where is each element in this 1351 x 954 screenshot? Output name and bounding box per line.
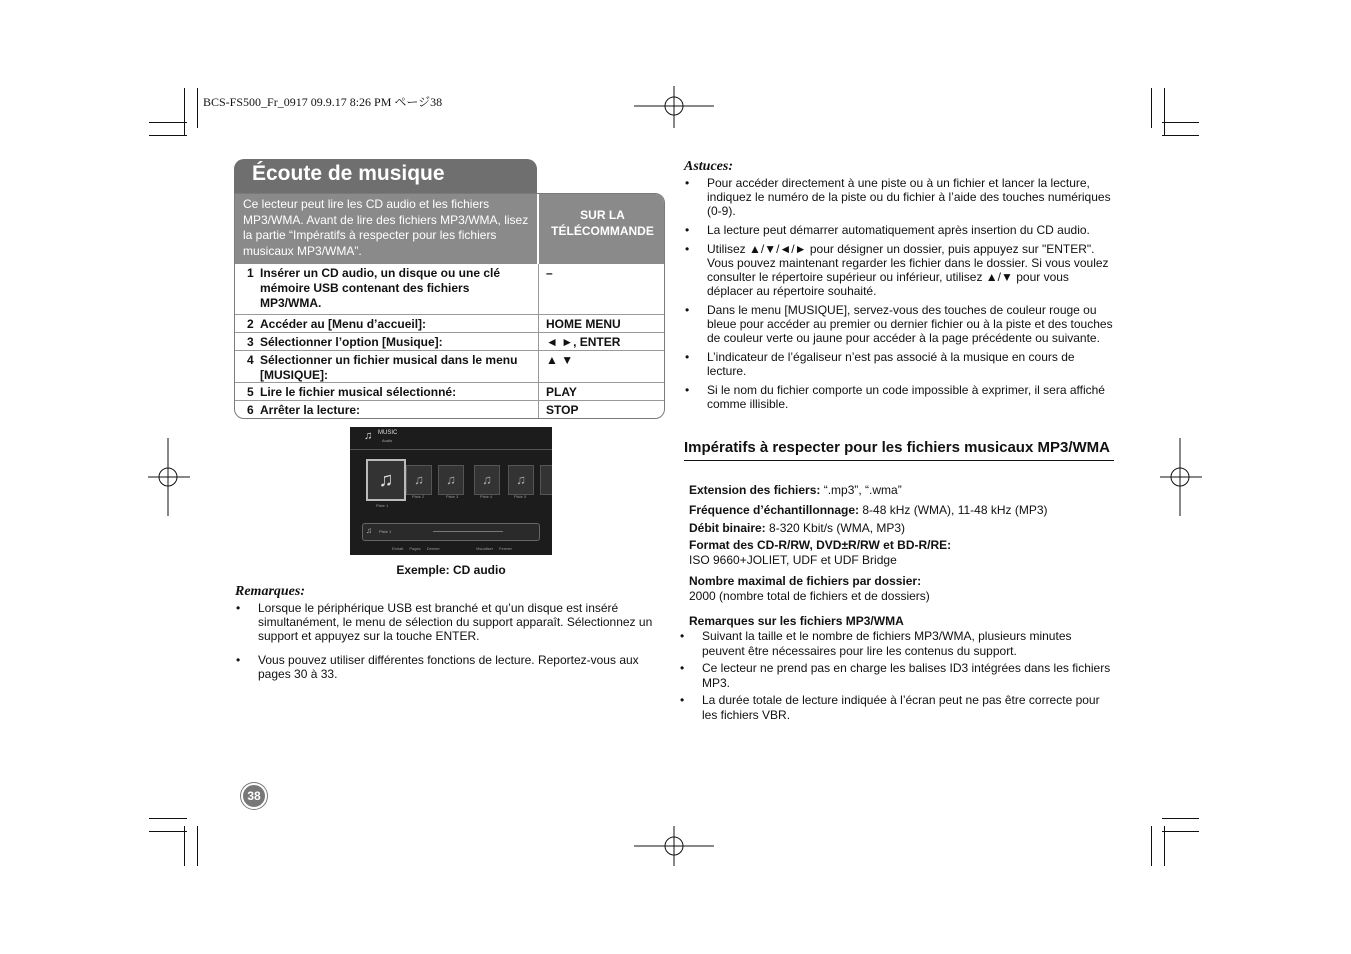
list-item: • La durée totale de lecture indiquée à l’écran peut ne pas être correcte pour les fichiers VBR.	[702, 693, 1114, 723]
track-thumb[interactable]: ♫	[438, 465, 464, 495]
step-remote: ◄ ►, ENTER	[546, 335, 621, 349]
step-text: Accéder au [Menu d’accueil]:	[260, 317, 427, 331]
list-item: • Lorsque le périphérique USB est branché et qu’un disque est inséré simultanément, le menu de sélection du support apparaît. Sélectionnez un support et appuyez sur la touche ENTER.	[258, 601, 666, 643]
registration-mark-right	[1160, 438, 1202, 516]
step-remote: ▲ ▼	[546, 353, 574, 367]
remote-column-header: SUR LA TÉLÉCOMMANDE	[539, 194, 665, 264]
instruction-table	[234, 193, 665, 419]
list-item: • Pour accéder directement à une piste ou à un fichier et lancer la lecture, indiquez le numéro de la piste ou du fichier à l’aide des touches numériques (0-9).	[707, 176, 1117, 218]
step-text: Sélectionner un fichier musical dans le menu [MUSIQUE]:	[260, 353, 518, 382]
page-number: 38	[241, 783, 267, 809]
step-remote: –	[546, 266, 553, 280]
spec-value: 8-320 Kbit/s (WMA, MP3)	[765, 521, 906, 535]
section-title: Écoute de musique	[234, 159, 537, 195]
spec-value: 2000 (nombre total de fichiers et de dossiers)	[689, 589, 930, 603]
list-item: • Si le nom du fichier comporte un code impossible à exprimer, il sera affiché comme illisible.	[707, 383, 1117, 411]
music-note-icon: ♫	[366, 526, 372, 535]
notes-list	[702, 629, 1114, 723]
step-text: Insérer un CD audio, un disque ou une clé mémoire USB contenant des fichiers MP3/WMA.	[260, 266, 501, 310]
step-number: 1	[247, 266, 254, 280]
step-row	[235, 314, 664, 333]
step-number: 6	[247, 403, 254, 417]
intro-text: Ce lecteur peut lire les CD audio et les fichiers MP3/WMA. Avant de lire des fichiers MP3/WMA, lisez la partie “Impératifs à respecter pour les fichiers musicaux MP3/WMA”.	[235, 194, 537, 264]
spec-max-files	[689, 574, 930, 604]
screenshot-caption: Exemple: CD audio	[396, 563, 506, 577]
spec-label: Format des CD-R/RW, DVD±R/RW et BD-R/RE:	[689, 538, 952, 552]
step-number: 2	[247, 317, 254, 331]
astuces-heading: Astuces:	[684, 159, 733, 174]
spec-label: Débit binaire:	[689, 521, 766, 535]
list-item: • Dans le menu [MUSIQUE], servez-vous des touches de couleur rouge ou bleue pour accéder au premier ou dernier fichier ou à la piste et des touches de couleur verte ou jaune pour accéder à la page précédente ou suivante.	[707, 303, 1117, 345]
screen-subtitle: Audio	[382, 438, 393, 443]
now-playing-label: Piste 1	[379, 529, 392, 534]
step-remote: STOP	[546, 403, 579, 417]
step-text: Arrêter la lecture:	[260, 403, 361, 417]
track-thumb-selected[interactable]: ♫	[366, 459, 406, 501]
music-menu-screenshot	[350, 427, 552, 555]
footer-item: Visualiser	[475, 546, 494, 551]
list-item: • Utilisez ▲/▼/◄/► pour désigner un dossier, puis appuyez sur "ENTER". Vous pouvez maintenant regarder les fichier dans le dossier. Si vous voulez consulter le répertoire supérieur ou inférieur, utilisez ▲/▼ pour vous déplacer au répertoire souhaité.	[707, 242, 1117, 298]
registration-mark-top	[634, 86, 714, 128]
list-item: • Suivant la taille et le nombre de fichiers MP3/WMA, plusieurs minutes peuvent être nécessaires pour lire les contenus du support.	[702, 629, 1114, 659]
list-item: • Vous pouvez utiliser différentes fonctions de lecture. Reportez-vous aux pages 30 à 33.	[258, 653, 666, 681]
track-thumb[interactable]: ♫	[508, 465, 534, 495]
track-label: Piste 2	[412, 494, 425, 499]
step-number: 5	[247, 385, 254, 399]
footer-legend	[392, 546, 542, 551]
footer-item: Dernier	[426, 546, 440, 551]
step-number: 4	[247, 353, 254, 367]
imperatifs-heading: Impératifs à respecter pour les fichiers musicaux MP3/WMA	[684, 438, 1114, 461]
spec-value: “.mp3”, “.wma”	[820, 483, 902, 497]
list-item: • Ce lecteur ne prend pas en charge les balises ID3 intégrées dans les fichiers MP3.	[702, 661, 1114, 691]
step-text: Lire le fichier musical sélectionné:	[260, 385, 457, 399]
spec-value: 8-48 kHz (WMA), 11-48 kHz (MP3)	[859, 503, 1048, 517]
spec-extension	[689, 483, 902, 498]
step-row	[235, 332, 664, 351]
spec-format	[689, 538, 951, 568]
screen-title: MUSIC	[378, 430, 398, 436]
registration-mark-bottom	[634, 826, 714, 866]
track-label: Piste 3	[446, 494, 459, 499]
music-note-icon: ♫	[364, 430, 373, 442]
spec-label: Nombre maximal de fichiers par dossier:	[689, 574, 922, 588]
list-item: • L’indicateur de l’égaliseur n’est pas associé à la musique en cours de lecture.	[707, 350, 1117, 378]
spec-label: Fréquence d’échantillonnage:	[689, 503, 860, 517]
track-thumb[interactable]: ♫	[474, 465, 500, 495]
registration-mark-left	[148, 438, 190, 516]
track-thumb[interactable]: ♫	[406, 465, 432, 495]
spec-bitrate	[689, 521, 905, 536]
step-row	[235, 264, 664, 314]
crop-header: BCS-FS500_Fr_0917 09.9.17 8:26 PM ページ38	[203, 95, 443, 109]
footer-item: Pages	[409, 546, 421, 551]
spec-label: Extension des fichiers:	[689, 483, 821, 497]
track-label: Piste 4	[480, 494, 493, 499]
step-row	[235, 400, 664, 419]
notes-heading: Remarques sur les fichiers MP3/WMA	[689, 614, 904, 628]
list-item: • La lecture peut démarrer automatiquement après insertion du CD audio.	[707, 223, 1117, 237]
spec-value: ISO 9660+JOLIET, UDF et UDF Bridge	[689, 553, 897, 567]
step-number: 3	[247, 335, 254, 349]
astuces-list	[707, 176, 1117, 411]
step-remote: HOME MENU	[546, 317, 621, 331]
footer-item: Extrait	[392, 546, 404, 551]
track-label: Piste 1	[376, 503, 389, 508]
step-remote: PLAY	[546, 385, 577, 399]
step-text: Sélectionner l’option [Musique]:	[260, 335, 443, 349]
step-row	[235, 382, 664, 401]
footer-item: Fermer	[499, 546, 512, 551]
now-playing-bar	[362, 523, 540, 541]
step-row	[235, 350, 664, 383]
track-label: Piste 5	[514, 494, 527, 499]
progress-track	[433, 531, 503, 532]
remarques-heading: Remarques:	[235, 584, 305, 599]
spec-frequency	[689, 503, 1048, 518]
remarques-list	[258, 601, 666, 681]
